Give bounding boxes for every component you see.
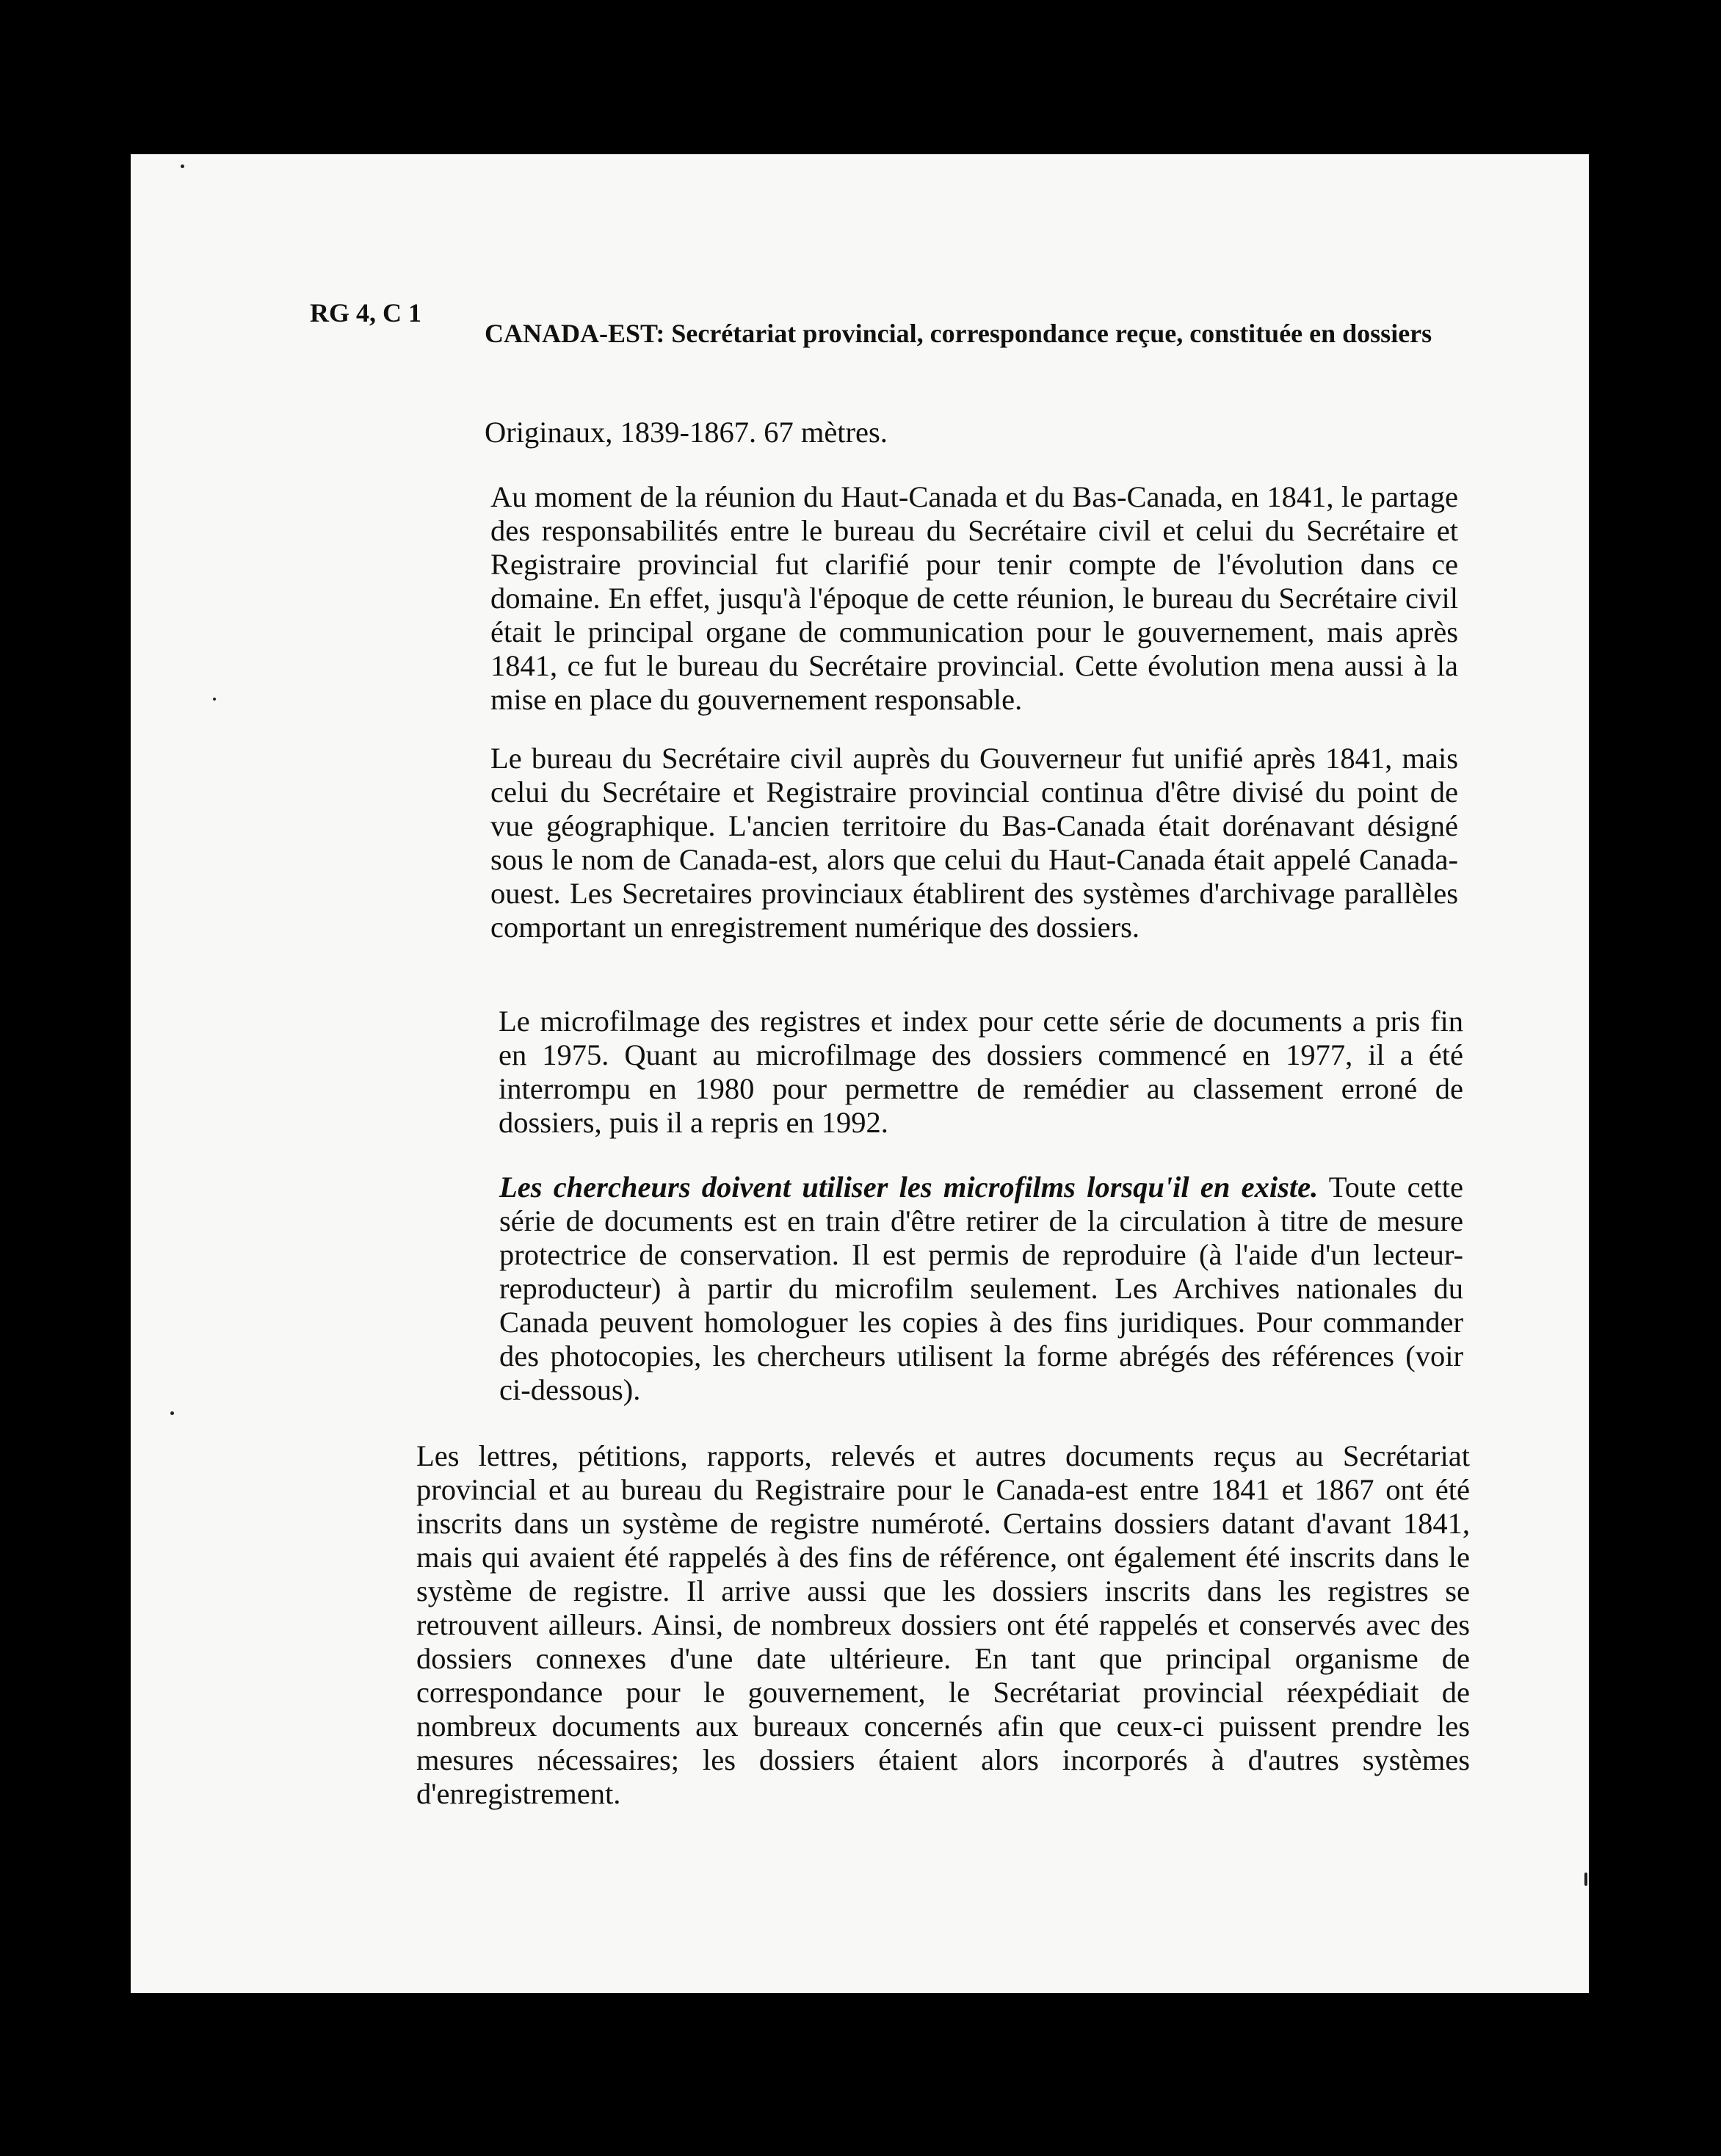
- paragraph-secretary-office: Le bureau du Secrétaire civil auprès du Gouverneur fut unifié après 1841, mais celui du Secrétaire et Registraire provincial continua d'être divisé du point de vue géographique. L'ancien territoire du Bas-Canada était dorénavant désigné sous le nom de Canada-est, alors que celui du Haut-Canada était appelé Canada-ouest. Les Secretaires provinciaux établirent des systèmes d'archivage parallèles comportant un enregistrement numérique des dossiers.: [490, 742, 1458, 944]
- document-title: CANADA-EST: Secrétariat provincial, correspondance reçue, constituée en dossiers: [485, 319, 1432, 348]
- paragraph-union-responsibilities: Au moment de la réunion du Haut-Canada et du Bas-Canada, en 1841, le partage des responsabilités entre le bureau du Secrétaire civil et celui du Secrétaire et Registraire provincial fut clarifié pour tenir compte de l'évolution dans ce domaine. En effet, jusqu'à l'époque de cette réunion, le bureau du Secrétaire civil était le principal organe de communication pour le gouvernement, mais après 1841, ce fut le bureau du Secrétaire provincial. Cette évolution mena aussi à la mise en place du gouvernement responsable.: [490, 480, 1458, 716]
- scan-speck: [213, 698, 216, 701]
- archive-reference: RG 4, C 1: [310, 298, 421, 328]
- scan-speck: [181, 164, 184, 168]
- document-page: [131, 154, 1589, 1993]
- researchers-notice-body: Toute cette série de documents est en train d'être retirer de la circulation à titre de mesure protectrice de conservation. Il est permis de reproduire (à l'aide d'un lecteur-reproducteur) à partir du microfilm seulement. Les Archives nationales du Canada peuvent homologuer les copies à des fins juridiques. Pour commander des photocopies, les chercheurs utilisent la forme abrégés des références (voir ci-dessous).: [499, 1171, 1463, 1406]
- scan-speck: [1584, 1873, 1587, 1886]
- paragraph-microfilming: Le microfilmage des registres et index pour cette série de documents a pris fin en 1975. Quant au microfilmage des dossiers commencé en 1977, il a été interrompu en 1980 pour permettre de remédier au classement erroné de dossiers, puis il a repris en 1992.: [499, 1005, 1463, 1139]
- scan-speck: [170, 1411, 174, 1415]
- extent-line: Originaux, 1839-1867. 67 mètres.: [485, 416, 888, 449]
- paragraph-registry-system: Les lettres, pétitions, rapports, relevés et autres documents reçus au Secrétariat provincial et au bureau du Registraire pour le Canada-est entre 1841 et 1867 ont été inscrits dans un système de registre numéroté. Certains dossiers datant d'avant 1841, mais qui avaient été rappelés à des fins de référence, ont également été inscrits dans le système de registre. Il arrive aussi que les dossiers inscrits dans les registres se retrouvent ailleurs. Ainsi, de nombreux dossiers ont été rappelés et conservés avec des dossiers connexes d'une date ultérieure. En tant que principal organisme de correspondance pour le gouvernement, le Secrétariat provincial réexpédiait de nombreux documents aux bureaux concernés afin que ceux-ci puissent prendre les mesures nécessaires; les dossiers étaient alors incorporés à d'autres systèmes d'enregistrement.: [416, 1439, 1470, 1810]
- researchers-notice-lead: Les chercheurs doivent utiliser les microfilms lorsqu'il en existe.: [499, 1171, 1319, 1204]
- paragraph-researchers-notice: [499, 1171, 1463, 1407]
